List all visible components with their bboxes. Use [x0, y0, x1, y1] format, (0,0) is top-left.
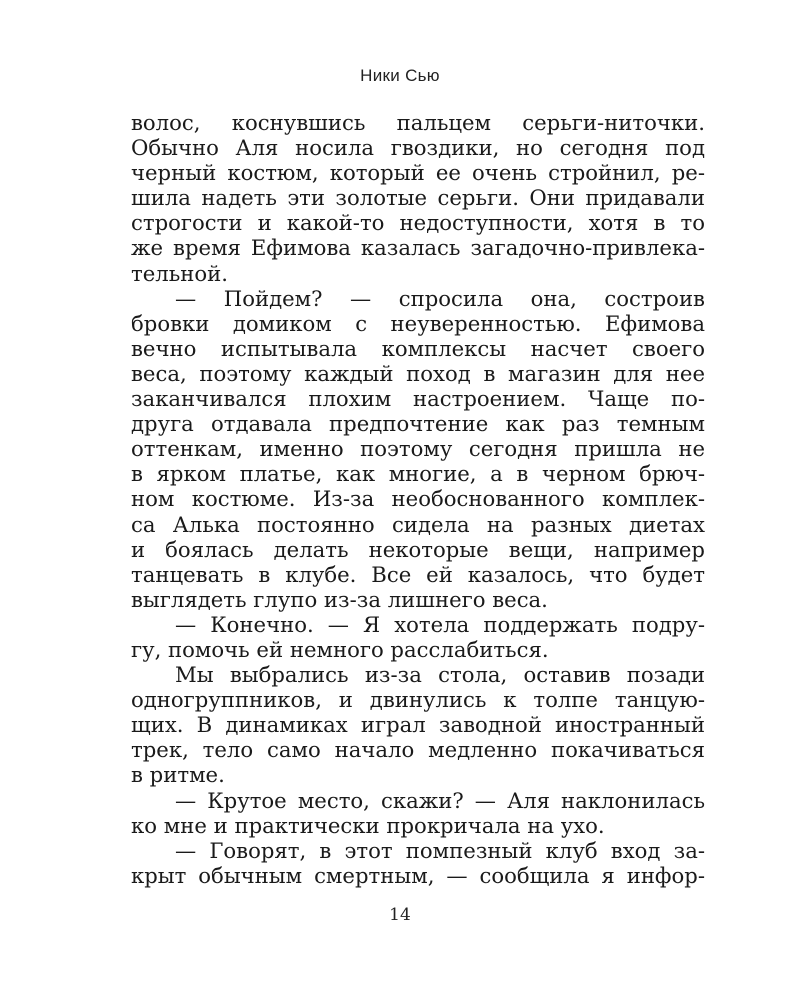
- text-line: в ритме.: [131, 762, 225, 788]
- text-line: са Алька постоянно сидела на разных диетах: [131, 511, 705, 537]
- text-line: выглядеть глупо из-за лишнего веса.: [131, 586, 548, 612]
- text-line: Обычно Аля носила гвоздики, но сегодня под: [131, 135, 705, 161]
- text-line: ном костюме. Из-за необоснованного комплек-: [131, 486, 705, 512]
- text-line: черный костюм, который ее очень стройнил, ре-: [131, 160, 705, 186]
- text-line: крыт обычным смертным, — сообщила я инфор-: [131, 862, 705, 888]
- text-line: веса, поэтому каждый поход в магазин для нее: [131, 360, 705, 386]
- text-line: волос, коснувшись пальцем серьги-ниточки.: [131, 110, 705, 135]
- text-line: шила надеть эти золотые серьги. Они придавали: [131, 185, 705, 211]
- text-line: — Крутое место, скажи? — Аля наклонилась: [175, 787, 705, 813]
- running-head-author: Ники Сью: [360, 66, 440, 85]
- text-line: Мы выбрались из-за стола, оставив позади: [175, 662, 705, 688]
- text-line: — Пойдем? — спросила она, состроив: [175, 285, 705, 311]
- text-line: — Говорят, в этот помпезный клуб вход за-: [175, 837, 705, 863]
- text-line: в ярком платье, как многие, а в черном брюч-: [131, 461, 705, 487]
- text-line: — Конечно. — Я хотела поддержать подру-: [175, 611, 705, 637]
- text-line: оттенкам, именно поэтому сегодня пришла не: [131, 436, 705, 462]
- page-number: 14: [389, 905, 411, 925]
- text-line: заканчивался плохим настроением. Чаще по-: [131, 386, 705, 412]
- text-line: тельной.: [131, 260, 228, 286]
- text-line: ко мне и практически прокричала на ухо.: [131, 812, 605, 838]
- text-line: трек, тело само начало медленно покачиваться: [131, 737, 705, 763]
- text-line: и боялась делать некоторые вещи, например: [131, 536, 705, 562]
- text-line: вечно испытывала комплексы насчет своего: [131, 335, 705, 361]
- text-line: строгости и какой-то недоступности, хотя в то: [131, 210, 705, 236]
- text-line: щих. В динамиках играл заводной иностранный: [131, 712, 705, 738]
- text-line: бровки домиком с неуверенностью. Ефимова: [131, 310, 705, 336]
- page-body-text: [131, 110, 705, 888]
- text-line: танцевать в клубе. Все ей казалось, что будет: [131, 561, 705, 587]
- text-line: одногруппников, и двинулись к толпе танцую-: [131, 687, 705, 713]
- text-line: друга отдавала предпочтение как раз темным: [131, 411, 705, 437]
- text-line: же время Ефимова казалась загадочно-привлека-: [131, 235, 705, 261]
- text-line: гу, помочь ей немного расслабиться.: [131, 636, 549, 662]
